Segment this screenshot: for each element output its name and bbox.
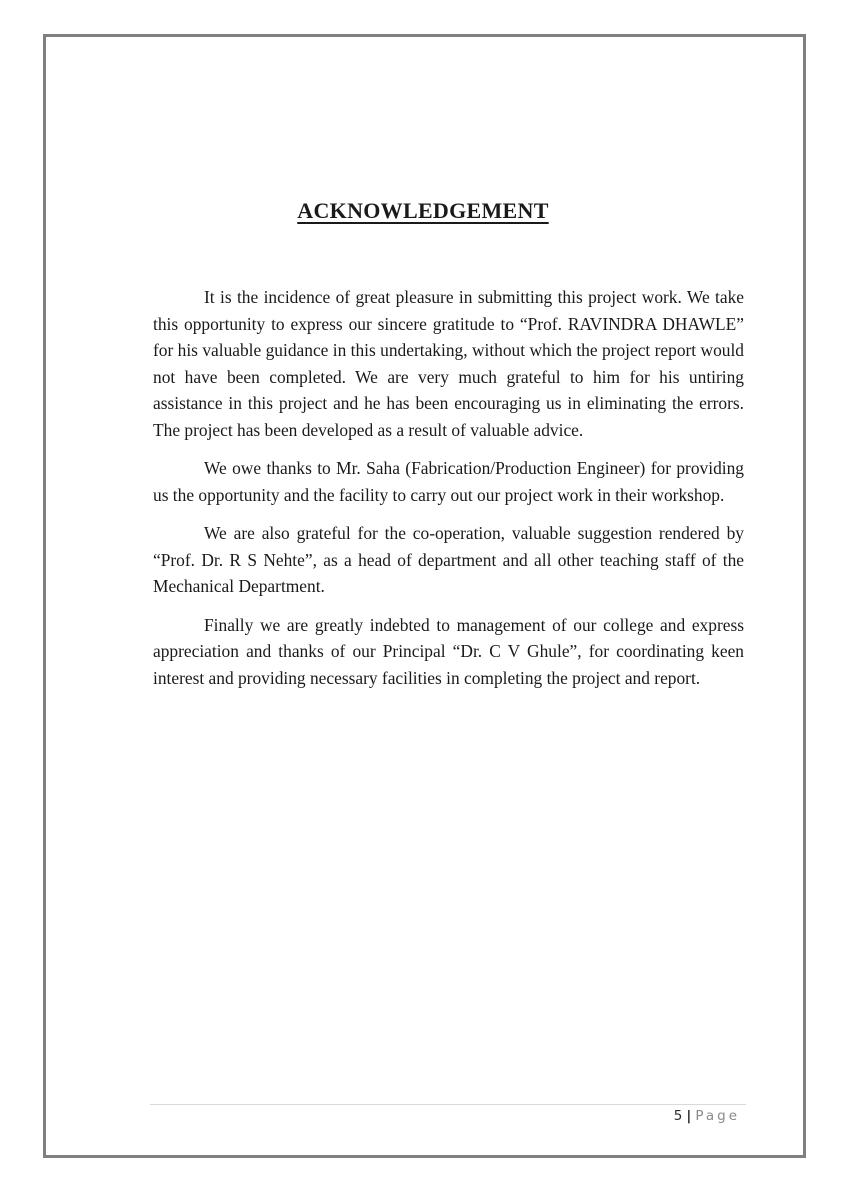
footer-separator: | <box>686 1108 692 1124</box>
page-footer <box>674 1108 740 1124</box>
page-number: 5 <box>673 1108 683 1124</box>
paragraph-2: We owe thanks to Mr. Saha (Fabrication/Production Engineer) for providing us the opportunity and the facility to carry out our project work in their workshop. <box>153 458 744 505</box>
paragraph-3: We are also grateful for the co-operation, valuable suggestion rendered by “Prof. Dr. R S Nehte”, as a head of department and all other teaching staff of the Mechanical Department. <box>153 523 744 596</box>
page-title: ACKNOWLEDGEMENT <box>297 198 549 223</box>
page-label: Page <box>695 1108 740 1124</box>
footer-divider <box>150 1104 746 1105</box>
paragraph-1: It is the incidence of great pleasure in submitting this project work. We take this opportunity to express our sincere gratitude to “Prof. RAVINDRA DHAWLE” for his valuable guidance in this undertaking, without which the project report would not have been completed. We are very much grateful to him for his untiring assistance in this project and he has been encouraging us in eliminating the errors. The project has been developed as a result of valuable advice. <box>153 287 744 440</box>
acknowledgement-body <box>153 284 744 703</box>
paragraph-4: Finally we are greatly indebted to management of our college and express appreciation and thanks of our Principal “Dr. C V Ghule”, for coordinating keen interest and providing necessary facilities in completing the project and report. <box>153 614 744 688</box>
